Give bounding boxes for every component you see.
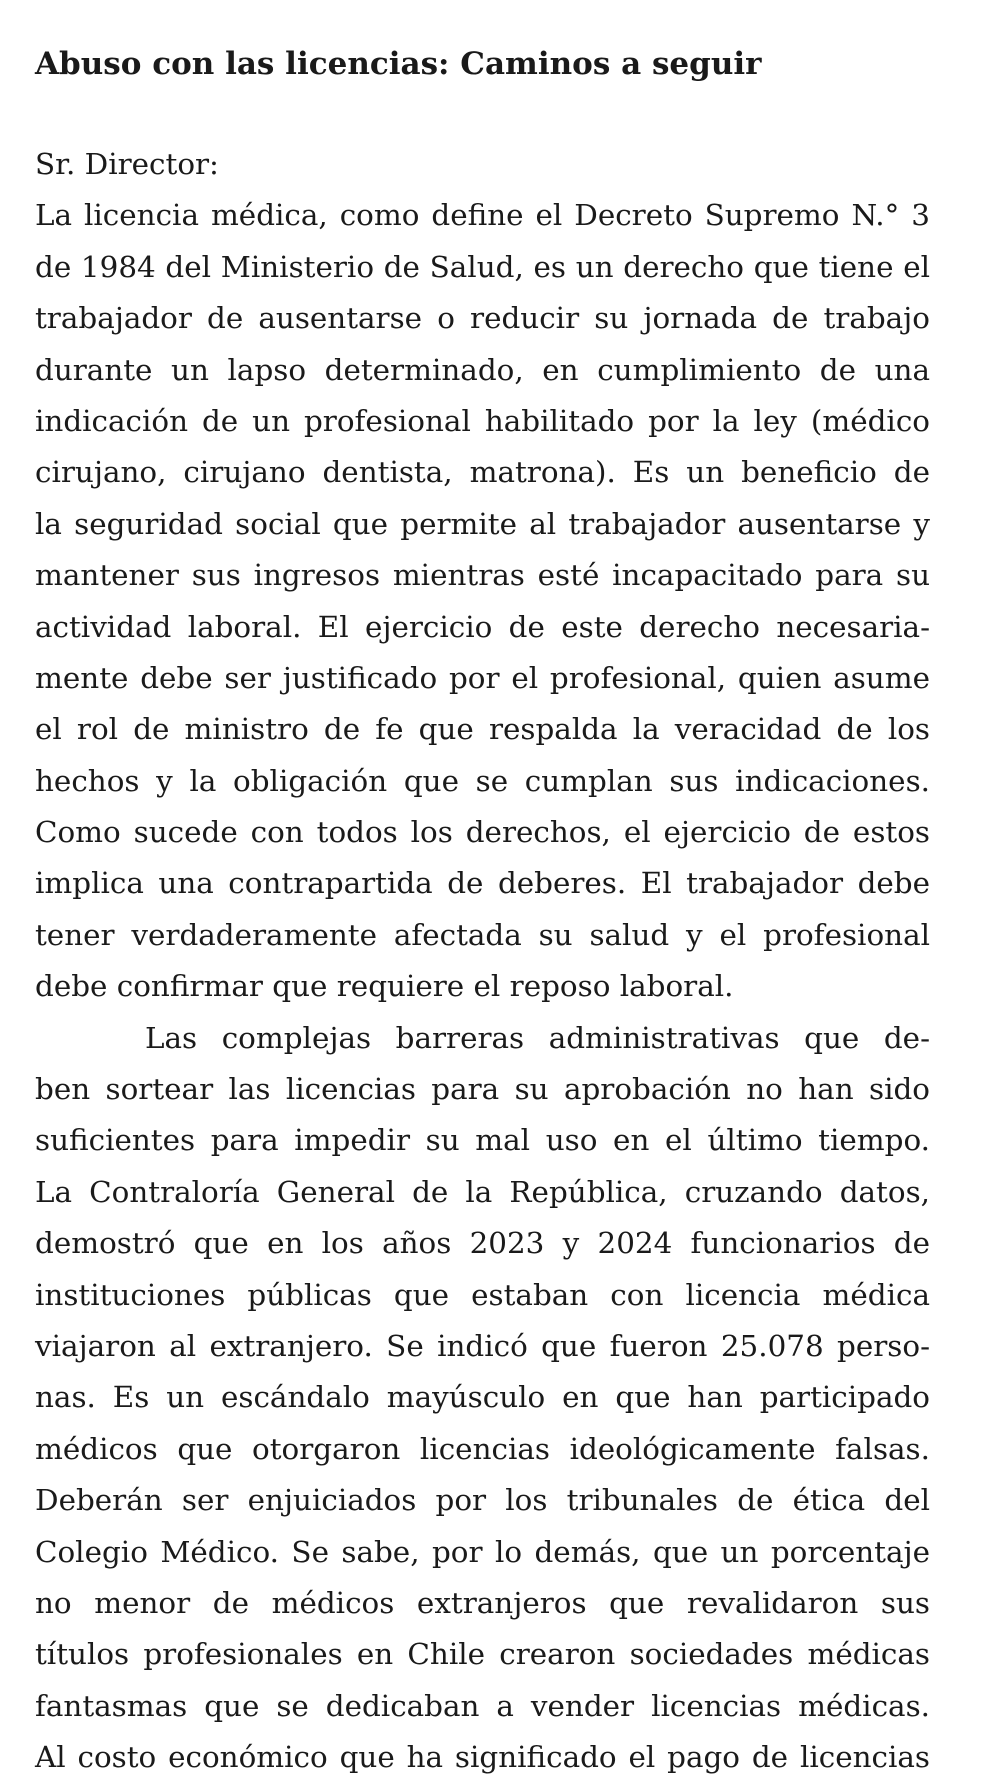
body-text-line: mente debe ser justificado por el profesional, quien asume bbox=[35, 660, 930, 695]
body-text-line: Deberán ser enjuiciados por los tribunales de ética del bbox=[35, 1483, 930, 1518]
letter-title: Abuso con las licencias: Caminos a seguir bbox=[35, 46, 762, 82]
body-text-line: viajaron al extranjero. Se indicó que fueron 25.078 perso- bbox=[35, 1328, 930, 1363]
title-spacer bbox=[35, 90, 930, 139]
body-text-line: Como sucede con todos los derechos, el ejercicio de estos bbox=[35, 815, 930, 850]
body-text-line: implica una contrapartida de deberes. El trabajador debe bbox=[35, 866, 930, 901]
body-text-line: ben sortear las licencias para su aprobación no han sido bbox=[35, 1072, 930, 1107]
body-text-line: nas. Es un escándalo mayúsculo en que han participado bbox=[35, 1380, 930, 1415]
body-text-line: de 1984 del Ministerio de Salud, es un derecho que tiene el bbox=[35, 249, 930, 284]
body-text-line: médicos que otorgaron licencias ideológicamente falsas. bbox=[35, 1431, 930, 1466]
body-text-line: Las complejas barreras administrativas que de- bbox=[145, 1020, 930, 1055]
body-text-line: la seguridad social que permite al trabajador ausentarse y bbox=[35, 506, 930, 541]
body-text-line: La Contraloría General de la República, cruzando datos, bbox=[35, 1174, 930, 1209]
letter-to-editor bbox=[35, 38, 930, 1784]
body-text-line: indicación de un profesional habilitado por la ley (médico bbox=[35, 403, 930, 438]
letter-body bbox=[35, 139, 930, 1784]
body-text-line: debe confirmar que requiere el reposo laboral. bbox=[35, 969, 734, 1004]
body-text-line: fantasmas que se dedicaban a vender licencias médicas. bbox=[35, 1688, 930, 1723]
body-text-line: durante un lapso determinado, en cumplimiento de una bbox=[35, 352, 930, 387]
body-text-line: no menor de médicos extranjeros que revalidaron sus bbox=[35, 1585, 930, 1620]
body-text-line: Al costo económico que ha significado el pago de licencias bbox=[35, 1740, 930, 1775]
body-text-line: trabajador de ausentarse o reducir su jornada de trabajo bbox=[35, 301, 930, 336]
body-text-line: títulos profesionales en Chile crearon sociedades médicas bbox=[35, 1637, 930, 1672]
body-text-line: demostró que en los años 2023 y 2024 funcionarios de bbox=[35, 1226, 930, 1261]
body-text-line: cirujano, cirujano dentista, matrona). Es un beneficio de bbox=[35, 455, 930, 490]
body-text-line: el rol de ministro de fe que respalda la veracidad de los bbox=[35, 712, 930, 747]
salutation: Sr. Director: bbox=[35, 147, 219, 181]
body-text-line: mantener sus ingresos mientras esté incapacitado para su bbox=[35, 558, 930, 593]
body-text-line: instituciones públicas que estaban con licencia médica bbox=[35, 1277, 930, 1312]
body-text-line: La licencia médica, como define el Decreto Supremo N.° 3 bbox=[35, 198, 930, 233]
body-text-line: Colegio Médico. Se sabe, por lo demás, que un porcentaje bbox=[35, 1534, 930, 1569]
body-text-line: suficientes para impedir su mal uso en el último tiempo. bbox=[35, 1123, 930, 1158]
body-text-line: hechos y la obligación que se cumplan sus indicaciones. bbox=[35, 763, 930, 798]
body-text-line: tener verdaderamente afectada su salud y el profesional bbox=[35, 917, 930, 952]
body-text-line: actividad laboral. El ejercicio de este derecho necesaria- bbox=[35, 609, 930, 644]
